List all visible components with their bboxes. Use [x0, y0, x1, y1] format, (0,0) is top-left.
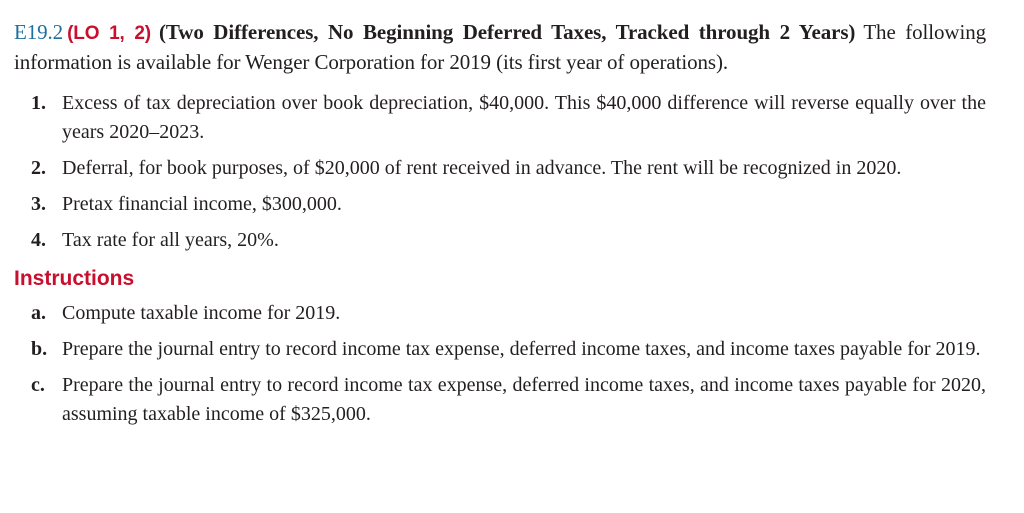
item-marker: 3. — [31, 193, 46, 215]
instruction-marker: c. — [31, 374, 45, 396]
instruction-marker: b. — [31, 338, 48, 360]
item-marker: 4. — [31, 229, 46, 251]
instruction-text: Prepare the journal entry to record income tax expense, deferred income taxes, and income taxes payable for 2020, assuming taxable income of $325,000. — [62, 374, 986, 425]
list-item — [14, 226, 986, 255]
item-text: Excess of tax depreciation over book depreciation, $40,000. This $40,000 difference will reverse equally over the years 2020–2023. — [62, 92, 986, 143]
list-item — [14, 299, 986, 328]
instruction-text: Compute taxable income for 2019. — [62, 302, 341, 324]
instructions-heading: Instructions — [14, 267, 135, 290]
instruction-text: Prepare the journal entry to record income tax expense, deferred income taxes, and income taxes payable for 2019. — [62, 338, 981, 360]
item-text: Tax rate for all years, 20%. — [62, 229, 279, 251]
list-item — [14, 335, 986, 364]
list-item — [14, 154, 986, 183]
list-item — [14, 190, 986, 219]
item-marker: 1. — [31, 92, 46, 114]
exercise-page — [14, 18, 986, 436]
instructions-list — [14, 299, 986, 429]
exercise-header — [14, 18, 986, 77]
instruction-marker: a. — [31, 302, 46, 324]
exercise-title: (Two Differences, No Beginning Deferred Taxes, Tracked through 2 Years) — [159, 20, 856, 44]
given-information-list — [14, 89, 986, 255]
item-text: Deferral, for book purposes, of $20,000 of rent received in advance. The rent will be recognized in 2020. — [62, 157, 902, 179]
exercise-number: E19.2 — [14, 20, 64, 44]
learning-objectives: (LO 1, 2) — [67, 23, 152, 44]
item-marker: 2. — [31, 157, 46, 179]
item-text: Pretax financial income, $300,000. — [62, 193, 342, 215]
list-item — [14, 371, 986, 429]
list-item — [14, 89, 986, 147]
exercise-intro: The following information is available for Wenger Corporation for 2019 (its first year of operations). — [14, 20, 986, 74]
